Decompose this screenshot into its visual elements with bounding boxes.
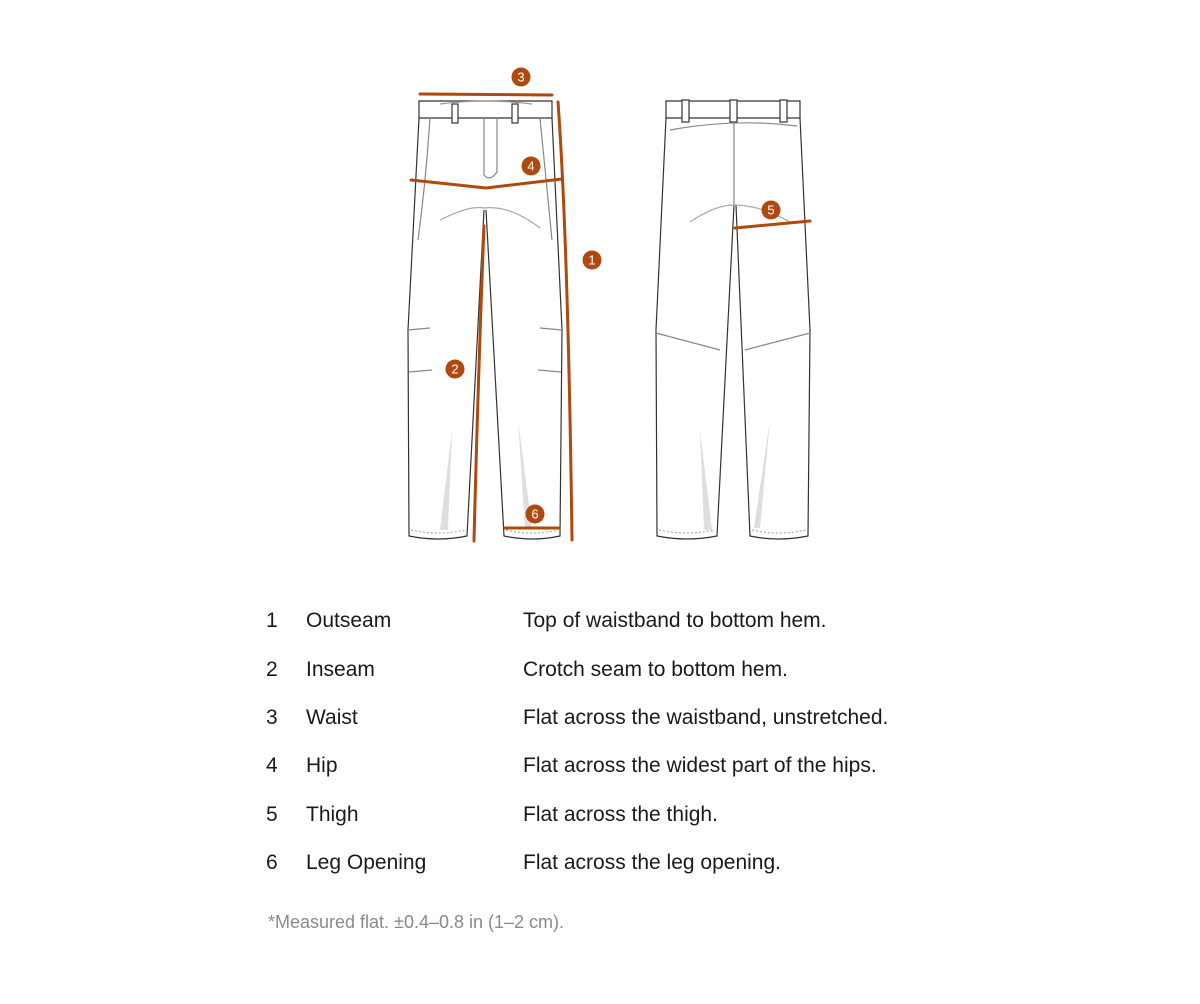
svg-text:3: 3	[517, 69, 525, 85]
badge-inseam	[446, 360, 465, 379]
legend-label: Thigh	[306, 802, 359, 826]
legend-description: Crotch seam to bottom hem.	[523, 657, 788, 681]
svg-text:4: 4	[527, 158, 535, 174]
legend-row-outseam	[266, 597, 986, 645]
legend-number: 6	[266, 851, 278, 875]
badge-waist	[512, 68, 531, 87]
legend-number: 1	[266, 609, 278, 633]
front-crotch-fold	[440, 208, 540, 229]
back-belt-loop-left	[682, 100, 689, 122]
legend-description: Flat across the waistband, unstretched.	[523, 705, 889, 729]
svg-text:2: 2	[451, 361, 459, 377]
back-belt-loop-center	[730, 100, 737, 122]
badge-thigh	[762, 201, 781, 220]
back-hem-stitch-left	[659, 530, 715, 533]
front-belt-loop-right	[512, 104, 518, 123]
back-hem-stitch-right	[752, 530, 806, 533]
front-pocket-left	[418, 118, 430, 240]
legend-label: Outseam	[306, 609, 392, 633]
svg-text:1: 1	[588, 252, 596, 268]
legend-number: 5	[266, 802, 278, 826]
front-knee-dart-left	[408, 328, 432, 372]
front-belt-loop-left	[452, 104, 458, 123]
badge-outseam	[583, 251, 602, 270]
legend-description: Flat across the thigh.	[523, 802, 718, 826]
front-hem-stitch-left	[411, 530, 466, 533]
measurement-footnote: *Measured flat. ±0.4–0.8 in (1–2 cm).	[268, 912, 565, 932]
legend-row-waist	[266, 694, 986, 742]
front-fly	[484, 118, 497, 178]
svg-text:6: 6	[531, 506, 539, 522]
legend-number: 4	[266, 754, 278, 778]
legend-description: Flat across the widest part of the hips.	[523, 754, 877, 778]
back-belt-loop-right	[780, 100, 787, 122]
back-leg-shade-left	[700, 430, 712, 530]
back-leg-shade-right	[754, 420, 770, 528]
legend-number: 3	[266, 705, 278, 729]
front-hem-stitch-right	[506, 530, 558, 533]
measurement-lines	[411, 94, 810, 541]
front-leg-shade-left	[440, 430, 452, 530]
back-knee-panel	[656, 333, 810, 350]
legend-label: Waist	[306, 705, 358, 729]
legend-description: Top of waistband to bottom hem.	[523, 609, 827, 633]
waist-line	[420, 94, 552, 95]
legend-row-thigh	[266, 791, 986, 839]
svg-text:5: 5	[767, 202, 775, 218]
hip-line	[411, 179, 562, 188]
legend-description: Flat across the leg opening.	[523, 851, 781, 875]
legend-row-hip	[266, 742, 986, 790]
front-knee-dart-right	[538, 328, 562, 372]
legend-row-leg-opening	[266, 839, 986, 887]
legend-label: Inseam	[306, 657, 375, 681]
legend-label: Hip	[306, 754, 338, 778]
back-right-leg-outline	[736, 118, 810, 539]
pants-back-view	[656, 100, 810, 539]
legend-row-inseam	[266, 645, 986, 693]
badge-hip	[522, 157, 541, 176]
legend-label: Leg Opening	[306, 851, 427, 875]
measurement-legend	[266, 597, 986, 887]
thigh-line	[735, 221, 810, 228]
legend-number: 2	[266, 657, 278, 681]
badge-leg-opening	[526, 505, 545, 524]
back-left-leg-outline	[656, 118, 734, 539]
